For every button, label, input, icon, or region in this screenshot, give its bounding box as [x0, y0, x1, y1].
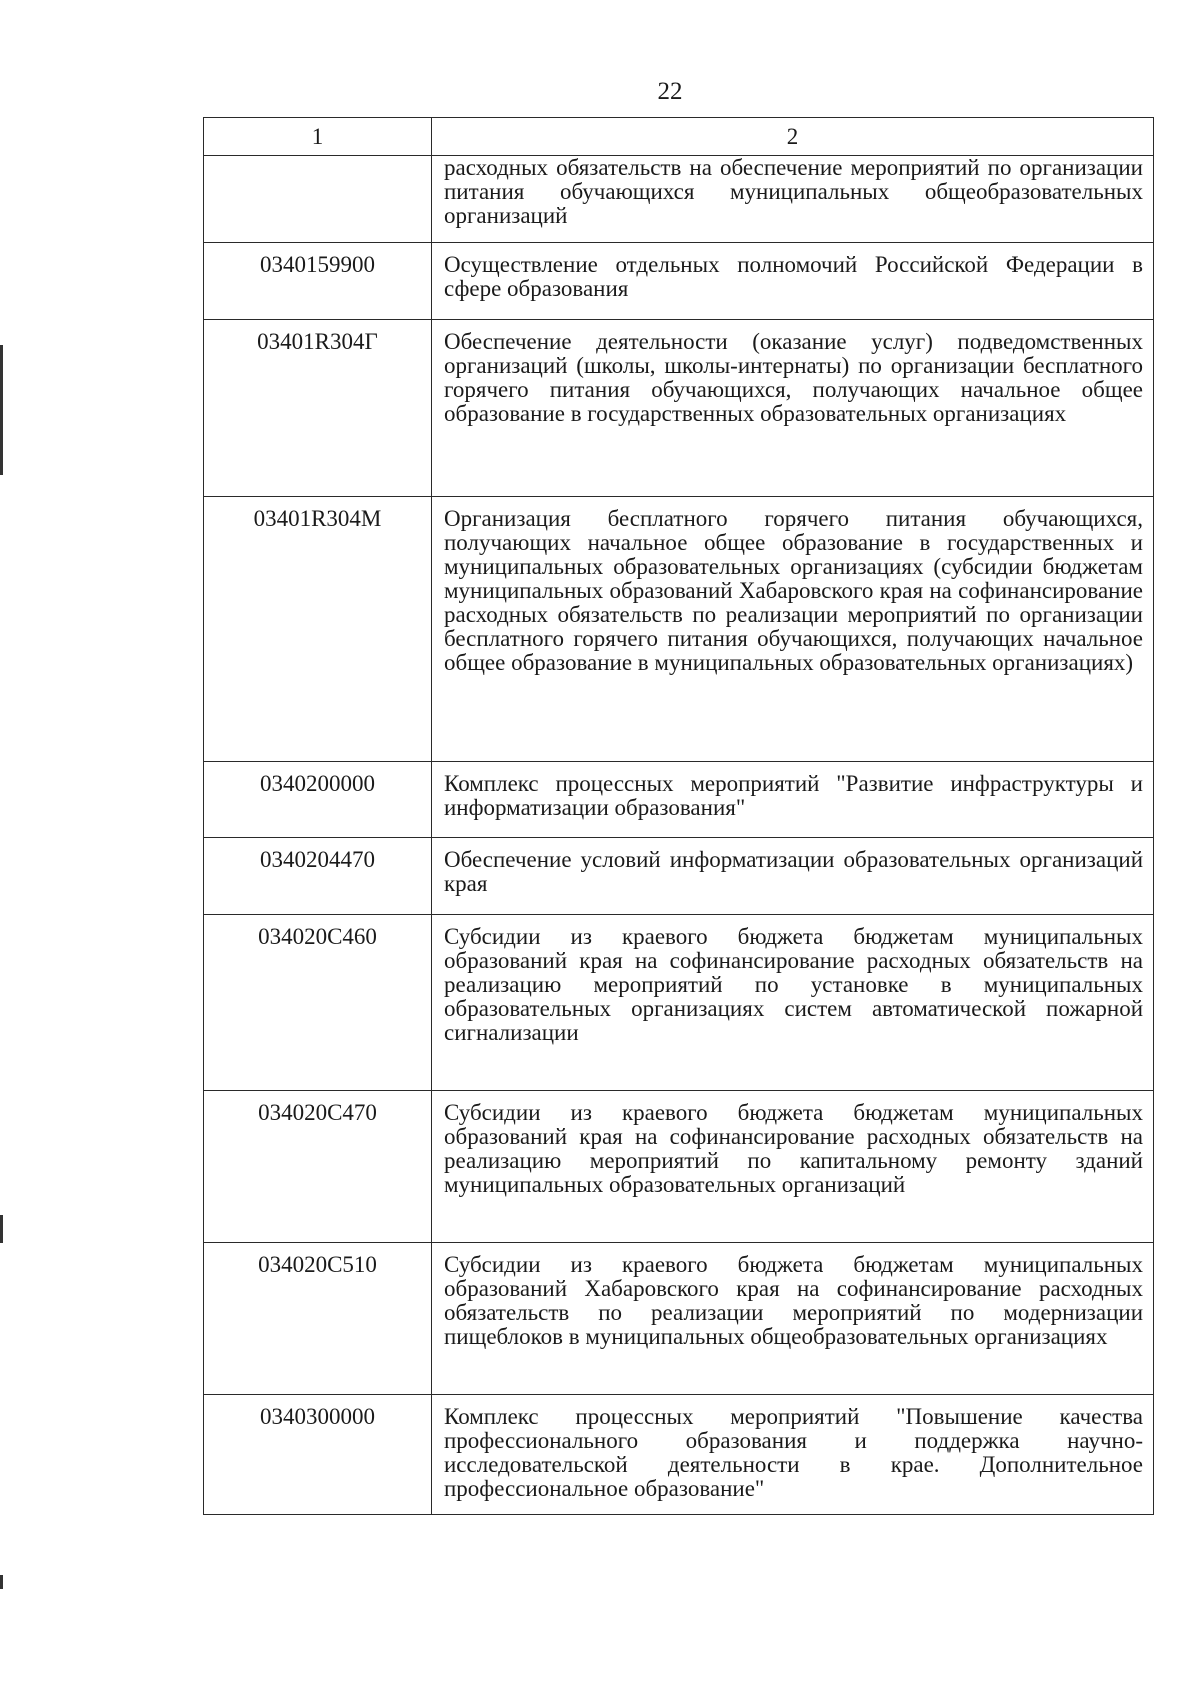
scan-mark: [0, 1215, 3, 1243]
table-cell-code: 0340200000: [204, 762, 432, 838]
table-cell-code: 034020С470: [204, 1091, 432, 1243]
table-cell-description: Организация бесплатного горячего питания обучающихся, получающих начальное общее образование в государственных и муниципальных образовательных организациях (субсидии бюджетам муниципальных образований Хабаровского края на софинансирование расходных обязательств по реализации мероприятий по организации бесплатного горячего питания обучающихся, получающих начальное общее образование в муниципальных образовательных организациях): [432, 497, 1154, 762]
table-row: [204, 1091, 1154, 1243]
table-cell-code: [204, 156, 432, 243]
table-cell-code: 03401R304М: [204, 497, 432, 762]
table-cell-description: Субсидии из краевого бюджета бюджетам муниципальных образований края на софинансирование расходных обязательств на реализацию мероприятий по установке в муниципальных образовательных организациях систем автоматической пожарной сигнализации: [432, 915, 1154, 1091]
table-cell-code: 034020С510: [204, 1243, 432, 1395]
table-cell-description: Комплекс процессных мероприятий "Развитие инфраструктуры и информатизации образования": [432, 762, 1154, 838]
table-row: [204, 915, 1154, 1091]
table-row: [204, 838, 1154, 915]
table-row: [204, 762, 1154, 838]
table-cell-description: расходных обязательств на обеспечение мероприятий по организации питания обучающихся муниципальных общеобразовательных организаций: [432, 156, 1154, 243]
table-row: [204, 1243, 1154, 1395]
table-cell-code: 0340300000: [204, 1395, 432, 1515]
budget-code-table: [203, 117, 1154, 1515]
table-cell-code: 03401R304Г: [204, 320, 432, 497]
table-row: [204, 497, 1154, 762]
table-cell-description: Субсидии из краевого бюджета бюджетам муниципальных образований края на софинансирование расходных обязательств на реализацию мероприятий по капитальному ремонту зданий муниципальных образовательных организаций: [432, 1091, 1154, 1243]
table-cell-description: Комплекс процессных мероприятий "Повышение качества профессионального образования и поддержка научно-исследовательской деятельности в крае. Дополнительное профессиональное образование": [432, 1395, 1154, 1515]
table-cell-code: 034020С460: [204, 915, 432, 1091]
column-header-code: 1: [204, 118, 432, 156]
table-cell-code: 0340159900: [204, 243, 432, 320]
scan-mark: [0, 345, 3, 475]
table-header-row: [204, 118, 1154, 156]
table-row-continuation: [204, 156, 1154, 243]
table-row: [204, 243, 1154, 320]
table-row: [204, 320, 1154, 497]
table-cell-description: Обеспечение условий информатизации образовательных организаций края: [432, 838, 1154, 915]
scan-mark: [0, 1575, 3, 1589]
page-number: 22: [657, 78, 683, 105]
table-cell-code: 0340204470: [204, 838, 432, 915]
table-row: [204, 1395, 1154, 1515]
column-header-description: 2: [432, 118, 1154, 156]
table-cell-description: Обеспечение деятельности (оказание услуг) подведомственных организаций (школы, школы-интернаты) по организации бесплатного горячего питания обучающихся, получающих начальное общее образование в государственных образовательных организациях: [432, 320, 1154, 497]
table-cell-description: Субсидии из краевого бюджета бюджетам муниципальных образований Хабаровского края на софинансирование расходных обязательств по реализации мероприятий по модернизации пищеблоков в муниципальных общеобразовательных организациях: [432, 1243, 1154, 1395]
table-cell-description: Осуществление отдельных полномочий Российской Федерации в сфере образования: [432, 243, 1154, 320]
